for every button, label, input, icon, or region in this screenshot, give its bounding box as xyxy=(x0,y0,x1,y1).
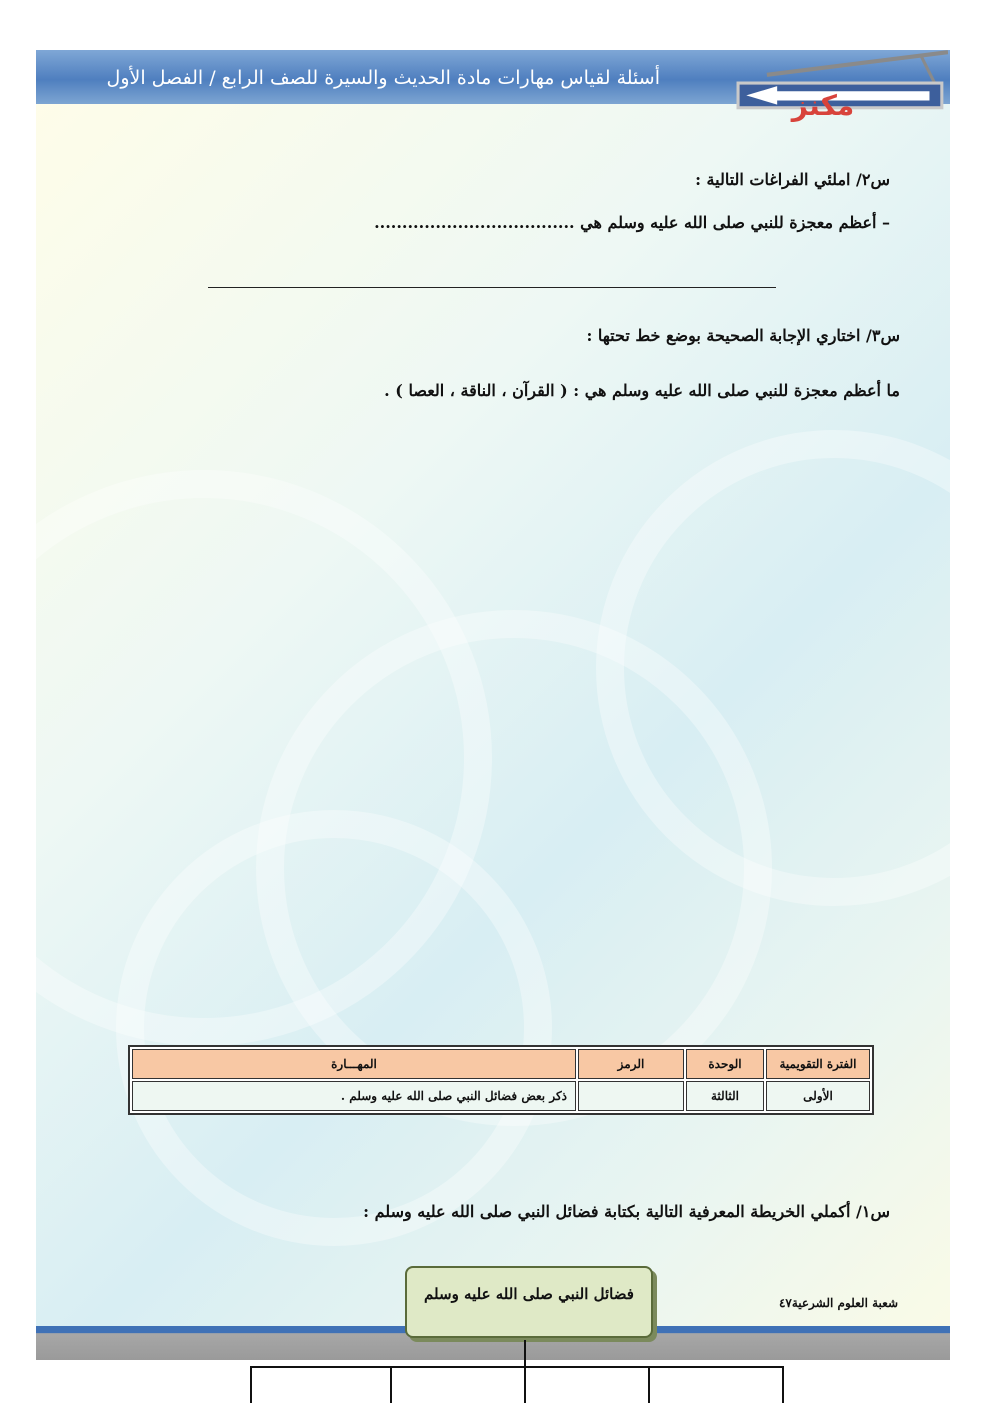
map-connector xyxy=(250,1366,252,1403)
concept-map-center: فضائل النبي صلى الله عليه وسلم xyxy=(405,1266,653,1338)
header-skill: المهـــارة xyxy=(132,1049,576,1079)
map-connector xyxy=(250,1366,784,1368)
map-connector xyxy=(390,1366,392,1403)
footer-text: شعبة العلوم الشرعية٤٧ xyxy=(778,1296,898,1310)
skill-table xyxy=(128,1045,874,1115)
header-unit: الوحدة xyxy=(686,1049,764,1079)
table-header-row xyxy=(132,1049,870,1079)
question-2-title: س٢/ املئي الفراغات التالية : xyxy=(695,170,890,189)
cell-period: الأولى xyxy=(766,1081,870,1111)
page-background xyxy=(36,50,950,1360)
cell-code xyxy=(578,1081,684,1111)
map-connector xyxy=(648,1366,650,1403)
question-3-item: ما أعظم معجزة للنبي صلى الله عليه وسلم هي : ( القرآن ، الناقة ، العصا ) . xyxy=(384,381,900,400)
page-title: أسئلة لقياس مهارات مادة الحديث والسيرة للصف الرابع / الفصل الأول xyxy=(106,67,660,89)
table-row xyxy=(132,1081,870,1111)
section-divider xyxy=(208,287,776,288)
header-code: الرمز xyxy=(578,1049,684,1079)
background-ornament xyxy=(116,810,552,1246)
question-2-item: – أعظم معجزة للنبي صلى الله عليه وسلم هي .................................... xyxy=(374,213,890,232)
header-period: الفترة التقويمية xyxy=(766,1049,870,1079)
question-3-title: س٣/ اختاري الإجابة الصحيحة بوضع خط تحتها : xyxy=(586,326,900,345)
map-connector xyxy=(524,1340,526,1366)
logo-text: مكنز xyxy=(791,89,855,122)
question-1-title: س١/ أكملي الخريطة المعرفية التالية بكتابة فضائل النبي صلى الله عليه وسلم : xyxy=(363,1202,890,1221)
cell-unit: الثالثة xyxy=(686,1081,764,1111)
map-connector xyxy=(782,1366,784,1403)
cell-skill: ذكر بعض فضائل النبي صلى الله عليه وسلم . xyxy=(132,1081,576,1111)
map-connector xyxy=(524,1366,526,1403)
